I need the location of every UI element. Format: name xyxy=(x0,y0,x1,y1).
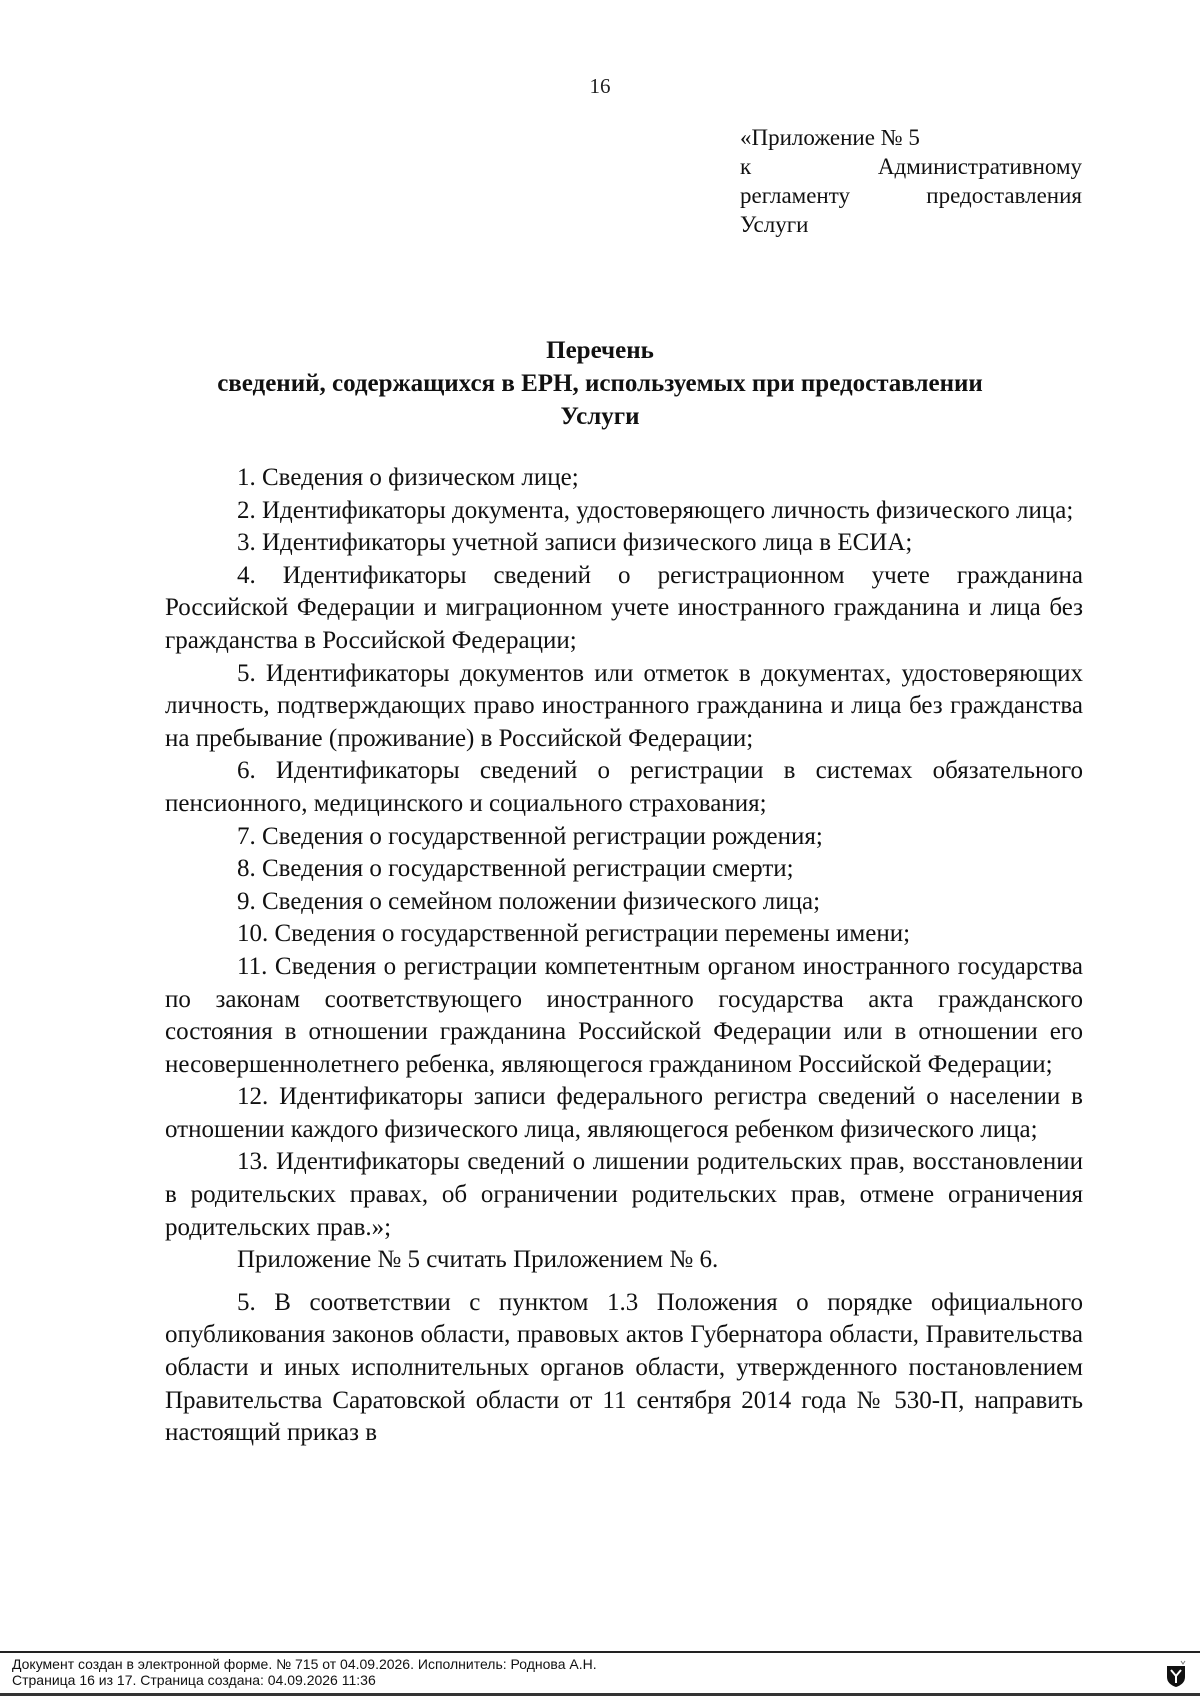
appendix-reference xyxy=(740,123,1082,239)
appendix-line-3: регламенту предоставления xyxy=(740,183,1082,208)
list-item-8: 8. Сведения о государственной регистрации смерти; xyxy=(237,855,794,883)
heading-line-3: Услуги xyxy=(560,403,640,430)
appendix-line-1: «Приложение № 5 xyxy=(740,125,920,150)
footer-divider xyxy=(0,1651,1200,1653)
appendix-line-4: Услуги xyxy=(740,212,809,237)
appendix-renumber-note: Приложение № 5 считать Приложением № 6. xyxy=(237,1246,719,1274)
coat-of-arms-icon xyxy=(1165,1660,1187,1688)
footer-bottom-divider xyxy=(0,1693,1200,1696)
footer-line-2: Страница 16 из 17. Страница создана: 04.09.2026 11:36 xyxy=(12,1672,376,1688)
list-item-5: 5. Идентификаторы документов или отметок в документах, удостоверяющих личность, подтверждающих право иностранного гражданина и лица без гражданства на пребывание (проживание) в Российской Федерации; xyxy=(165,659,1083,752)
heading-line-2: сведений, содержащихся в ЕРН, используемых при предоставлении xyxy=(217,370,983,397)
list-item-11: 11. Сведения о регистрации компетентным органом иностранного государства по законам соответствующего иностранного государства акта гражданского состояния в отношении гражданина Российской Федерации или в отношении его несовершеннолетнего ребенка, являющегося гражданином Российской Федерации; xyxy=(165,952,1083,1078)
list-item-6: 6. Идентификаторы сведений о регистрации в системах обязательного пенсионного, медицинского и социального страхования; xyxy=(165,757,1083,817)
list-item-7: 7. Сведения о государственной регистрации рождения; xyxy=(237,822,823,850)
list-item-10: 10. Сведения о государственной регистрации перемены имени; xyxy=(237,920,911,948)
appendix-line-2: к Административному xyxy=(740,154,1082,179)
document-heading xyxy=(150,334,1050,433)
list-item-4: 4. Идентификаторы сведений о регистрационном учете гражданина Российской Федерации и миграционном учете иностранного гражданина и лица без гражданства в Российской Федерации; xyxy=(165,561,1083,654)
heading-line-1: Перечень xyxy=(546,337,654,364)
list-item-1: 1. Сведения о физическом лице; xyxy=(237,464,579,491)
list-item-2: 2. Идентификаторы документа, удостоверяющего личность физического лица; xyxy=(237,496,1074,524)
list-item-3: 3. Идентификаторы учетной записи физического лица в ЕСИА; xyxy=(237,529,913,557)
footer-line-1: Документ создан в электронной форме. № 715 от 04.09.2026. Исполнитель: Роднова А.Н. xyxy=(12,1656,597,1672)
list-item-12: 12. Идентификаторы записи федерального регистра сведений о населении в отношении каждого физического лица, являющегося ребенком физического лица; xyxy=(165,1083,1083,1143)
list-item-13: 13. Идентификаторы сведений о лишении родительских прав, восстановлении в родительских правах, об ограничении родительских прав, отмене ограничения родительских прав.»; xyxy=(165,1148,1083,1241)
document-body xyxy=(165,462,1083,1450)
document-footer xyxy=(12,1656,1112,1688)
clause-5-paragraph: 5. В соответствии с пунктом 1.3 Положения о порядке официального опубликования законов области, правовых актов Губернатора области, Правительства области и иных исполнительных органов области, утвержденного постановлением Правительства Саратовской области от 11 сентября 2014 года № 530-П, направить настоящий приказ в xyxy=(165,1288,1083,1447)
list-item-9: 9. Сведения о семейном положении физического лица; xyxy=(237,887,821,915)
page-number: 16 xyxy=(589,74,611,98)
